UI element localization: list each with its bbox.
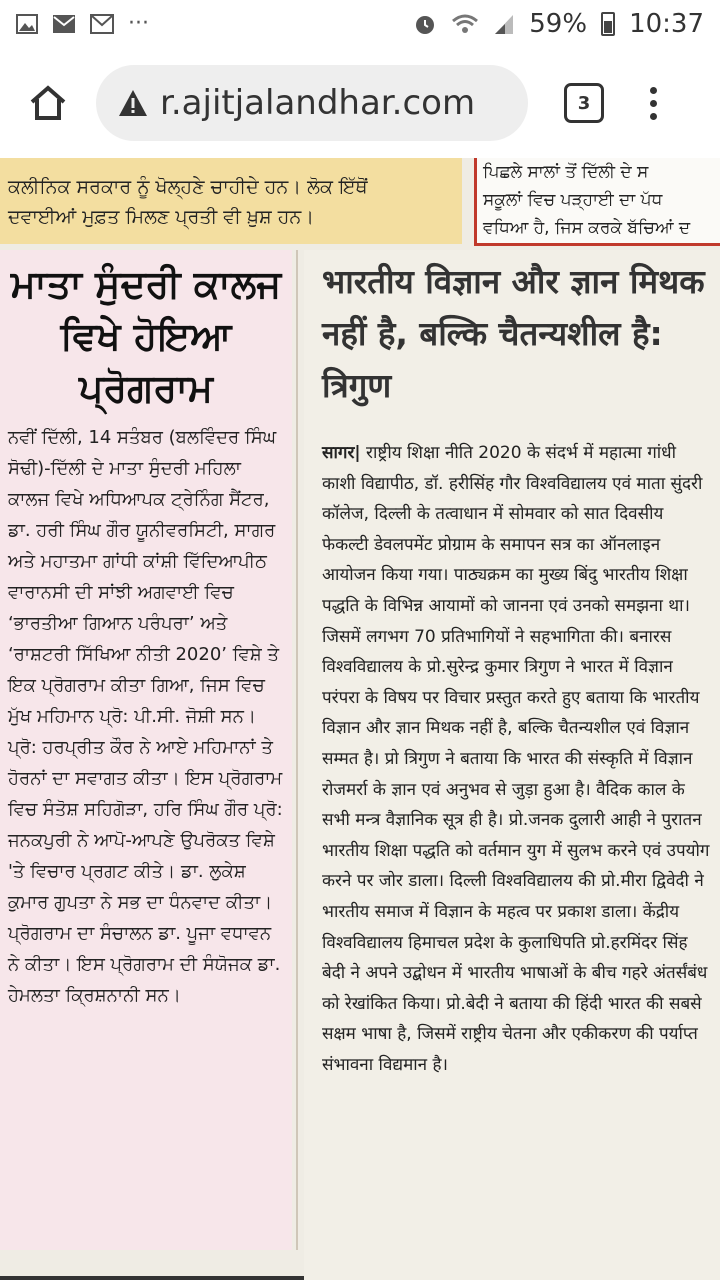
snippet-line: ਦਵਾਈਆਂ ਮੁਫ਼ਤ ਮਿਲਣ ਪ੍ਰਤੀ ਵੀ ਖ਼ੁਸ਼ ਹਨ। bbox=[8, 206, 315, 228]
battery-percent: 59% bbox=[529, 9, 588, 39]
punjabi-article bbox=[0, 250, 292, 1250]
wifi-icon bbox=[451, 13, 479, 35]
browser-toolbar bbox=[0, 48, 720, 158]
hindi-body-text: राष्ट्रीय शिक्षा नीति 2020 के संदर्भ में महात्मा गांधी काशी विद्यापीठ, डॉ. हरीसिंह गौर विश्वविद्यालय एवं माता सुंदरी कॉलेज, दिल्ली के तत्वाधान में सोमवार को सात दिवसीय फेकल्टी डेवलपमेंट प्रोग्राम के समापन सत्र का ऑनलाइन आयोजन किया गया। पाठ्यक्रम का मुख्य बिंदु भारतीय शिक्षा पद्धति के विभिन्न आयामों को जानना एवं उनको समझना था। जिसमें लगभग 70 प्रतिभागियों ने सहभागिता की। बनारस विश्वविद्यालय के प्रो.सुरेन्द्र कुमार त्रिगुण ने भारत में विज्ञान परंपरा के विषय पर विचार प्रस्तुत करते हुए बताया कि भारतीय विज्ञान और ज्ञान मिथक नहीं है, बल्कि चैतन्यशील एवं विज्ञान सम्मत है। प्रो त्रिगुण ने बताया कि भारत की संस्कृति में विज्ञान रोजमर्रा के ज्ञान एवं अनुभव से जुड़ा हुआ है। वैदिक काल के सभी मन्त्र वैज्ञानिक सूत्र ही है। प्रो.जनक दुलारी आही ने पुरातन भारतीय शिक्षा पद्धति को वर्तमान युग में सुलभ करने एवं उपयोग करने पर जोर डाला। दिल्ली विश्वविद्यालय की प्रो.मीरा द्विवेदी ने भारतीय समाज में विज्ञान के महत्व पर प्रकाश डाला। केंद्रीय विश्वविद्यालय हिमाचल प्रदेश के कुलाधिपति प्रो.हरमिंदर सिंह बेदी ने अपने उद्बोधन में भारतीय भाषाओं के बीच गहरे अंतर्संबंध को रेखांकित किया। प्रो.बेदी ने बताया की हिंदी भारत की सबसे सक्षम भाषा है, जिसमें राष्ट्रीय चेतना और एकीकरण की पर्याप्त संभावना विद्यमान है। bbox=[322, 443, 710, 1075]
adjacent-article-snippet bbox=[474, 158, 720, 246]
dateline: सागर| bbox=[322, 443, 361, 463]
system-icons bbox=[413, 9, 704, 39]
status-bar bbox=[0, 0, 720, 48]
address-bar[interactable] bbox=[96, 65, 528, 141]
image-icon bbox=[16, 14, 38, 34]
menu-dot bbox=[650, 100, 657, 107]
battery-icon bbox=[601, 12, 615, 36]
column-divider bbox=[296, 250, 298, 1250]
clock: 10:37 bbox=[629, 9, 704, 39]
warning-icon[interactable] bbox=[118, 88, 148, 118]
more-notifications-icon: ··· bbox=[128, 11, 149, 36]
snippet-line: ਸਕੂਲਾਂ ਵਿਚ ਪੜ੍ਹਾਈ ਦਾ ਪੱਧ bbox=[483, 190, 663, 210]
url-text[interactable]: r.ajitjalandhar.com bbox=[160, 83, 476, 123]
bottom-rule bbox=[0, 1276, 304, 1280]
menu-dot bbox=[650, 87, 657, 94]
tab-switcher-button[interactable] bbox=[564, 83, 604, 123]
snippet-line: ਪਿਛਲੇ ਸਾਲਾਂ ਤੋਂ ਦਿੱਲੀ ਦੇ ਸ bbox=[483, 162, 649, 182]
snippet-line: ਵਧਿਆ ਹੈ, ਜਿਸ ਕਰਕੇ ਬੱਚਿਆਂ ਦ bbox=[483, 218, 691, 238]
overflow-menu-button[interactable] bbox=[650, 87, 657, 120]
mail-icon bbox=[52, 14, 76, 34]
hindi-headline: भारतीय विज्ञान और ज्ञान मिथक नहीं है, बल्कि चैतन्यशील है: त्रिगुण bbox=[322, 262, 705, 405]
notification-icons bbox=[16, 13, 149, 35]
gmail-icon bbox=[90, 14, 114, 34]
newspaper-page[interactable] bbox=[0, 158, 720, 1280]
previous-article-snippet bbox=[0, 158, 462, 244]
punjabi-headline: ਮਾਤਾ ਸੁੰਦਰੀ ਕਾਲਜ ਵਿਖੇ ਹੋਇਆ ਪ੍ਰੋਗਰਾਮ bbox=[10, 262, 282, 410]
signal-icon bbox=[493, 13, 515, 35]
tab-count: 3 bbox=[577, 92, 591, 114]
home-button[interactable] bbox=[16, 71, 80, 135]
hindi-body bbox=[322, 438, 712, 1080]
home-icon bbox=[28, 84, 68, 122]
alarm-icon bbox=[413, 12, 437, 36]
snippet-line: ਕਲੀਨਿਕ ਸਰਕਾਰ ਨੂੰ ਖੋਲ੍ਹਣੇ ਚਾਹੀਦੇ ਹਨ। ਲੋਕ ਇੱਥੋਂ bbox=[8, 176, 368, 198]
menu-dot bbox=[650, 113, 657, 120]
punjabi-body: ਨਵੀਂ ਦਿੱਲੀ, 14 ਸਤੰਬਰ (ਬਲਵਿੰਦਰ ਸਿੰਘ ਸੋਢੀ)-ਦਿੱਲੀ ਦੇ ਮਾਤਾ ਸੁੰਦਰੀ ਮਹਿਲਾ ਕਾਲਜ ਵਿਖੇ ਅਧਿਆਪਕ ਟ੍ਰੇਨਿੰਗ ਸੈਂਟਰ, ਡਾ. ਹਰੀ ਸਿੰਘ ਗੌਰ ਯੂਨੀਵਰਸਿਟੀ, ਸਾਗਰ ਅਤੇ ਮਹਾਤਮਾ ਗਾਂਧੀ ਕਾਂਸ਼ੀ ਵਿੱਦਿਆਪੀਠ ਵਾਰਾਨਸੀ ਦੀ ਸਾਂਝੀ ਅਗਵਾਈ ਵਿਚ ‘ਭਾਰਤੀਆ ਗਿਆਨ ਪਰੰਪਰਾ’ ਅਤੇ ‘ਰਾਸ਼ਟਰੀ ਸਿੱਖਿਆ ਨੀਤੀ 2020’ ਵਿਸ਼ੇ ਤੇ ਇਕ ਪ੍ਰੋਗਰਾਮ ਕੀਤਾ ਗਿਆ, ਜਿਸ ਵਿਚ ਮੁੱਖ ਮਹਿਮਾਨ ਪ੍ਰੋ: ਪੀ.ਸੀ. ਜੋਸ਼ੀ ਸਨ। ਪ੍ਰੋ: ਹਰਪ੍ਰੀਤ ਕੌਰ ਨੇ ਆਏ ਮਹਿਮਾਨਾਂ ਤੇ ਹੋਰਨਾਂ ਦਾ ਸਵਾਗਤ ਕੀਤਾ। ਇਸ ਪ੍ਰੋਗਰਾਮ ਵਿਚ ਸੰਤੋਸ਼ ਸਹਿਗੋੜਾ, ਹਰਿ ਸਿੰਘ ਗੌਰ ਪ੍ਰੋ: ਜਨਕਪੁਰੀ ਨੇ ਆਪੋ-ਆਪਣੇ ਉਪਰੋਕਤ ਵਿਸ਼ੇ 'ਤੇ ਵਿਚਾਰ ਪ੍ਰਗਟ ਕੀਤੇ। ਡਾ. ਲੁਕੇਸ਼ ਕੁਮਾਰ ਗੁਪਤਾ ਨੇ ਸਭ ਦਾ ਧੰਨਵਾਦ ਕੀਤਾ। ਪ੍ਰੋਗਰਾਮ ਦਾ ਸੰਚਾਲਨ ਡਾ. ਪੂਜਾ ਵਧਾਵਨ ਨੇ ਕੀਤਾ। ਇਸ ਪ੍ਰੋਗਰਾਮ ਦੀ ਸੰਯੋਜਕ ਡਾ. ਹੇਮਲਤਾ ਕ੍ਰਿਸ਼ਨਾਨੀ ਸਨ। bbox=[8, 427, 283, 1006]
hindi-article bbox=[304, 250, 720, 1280]
